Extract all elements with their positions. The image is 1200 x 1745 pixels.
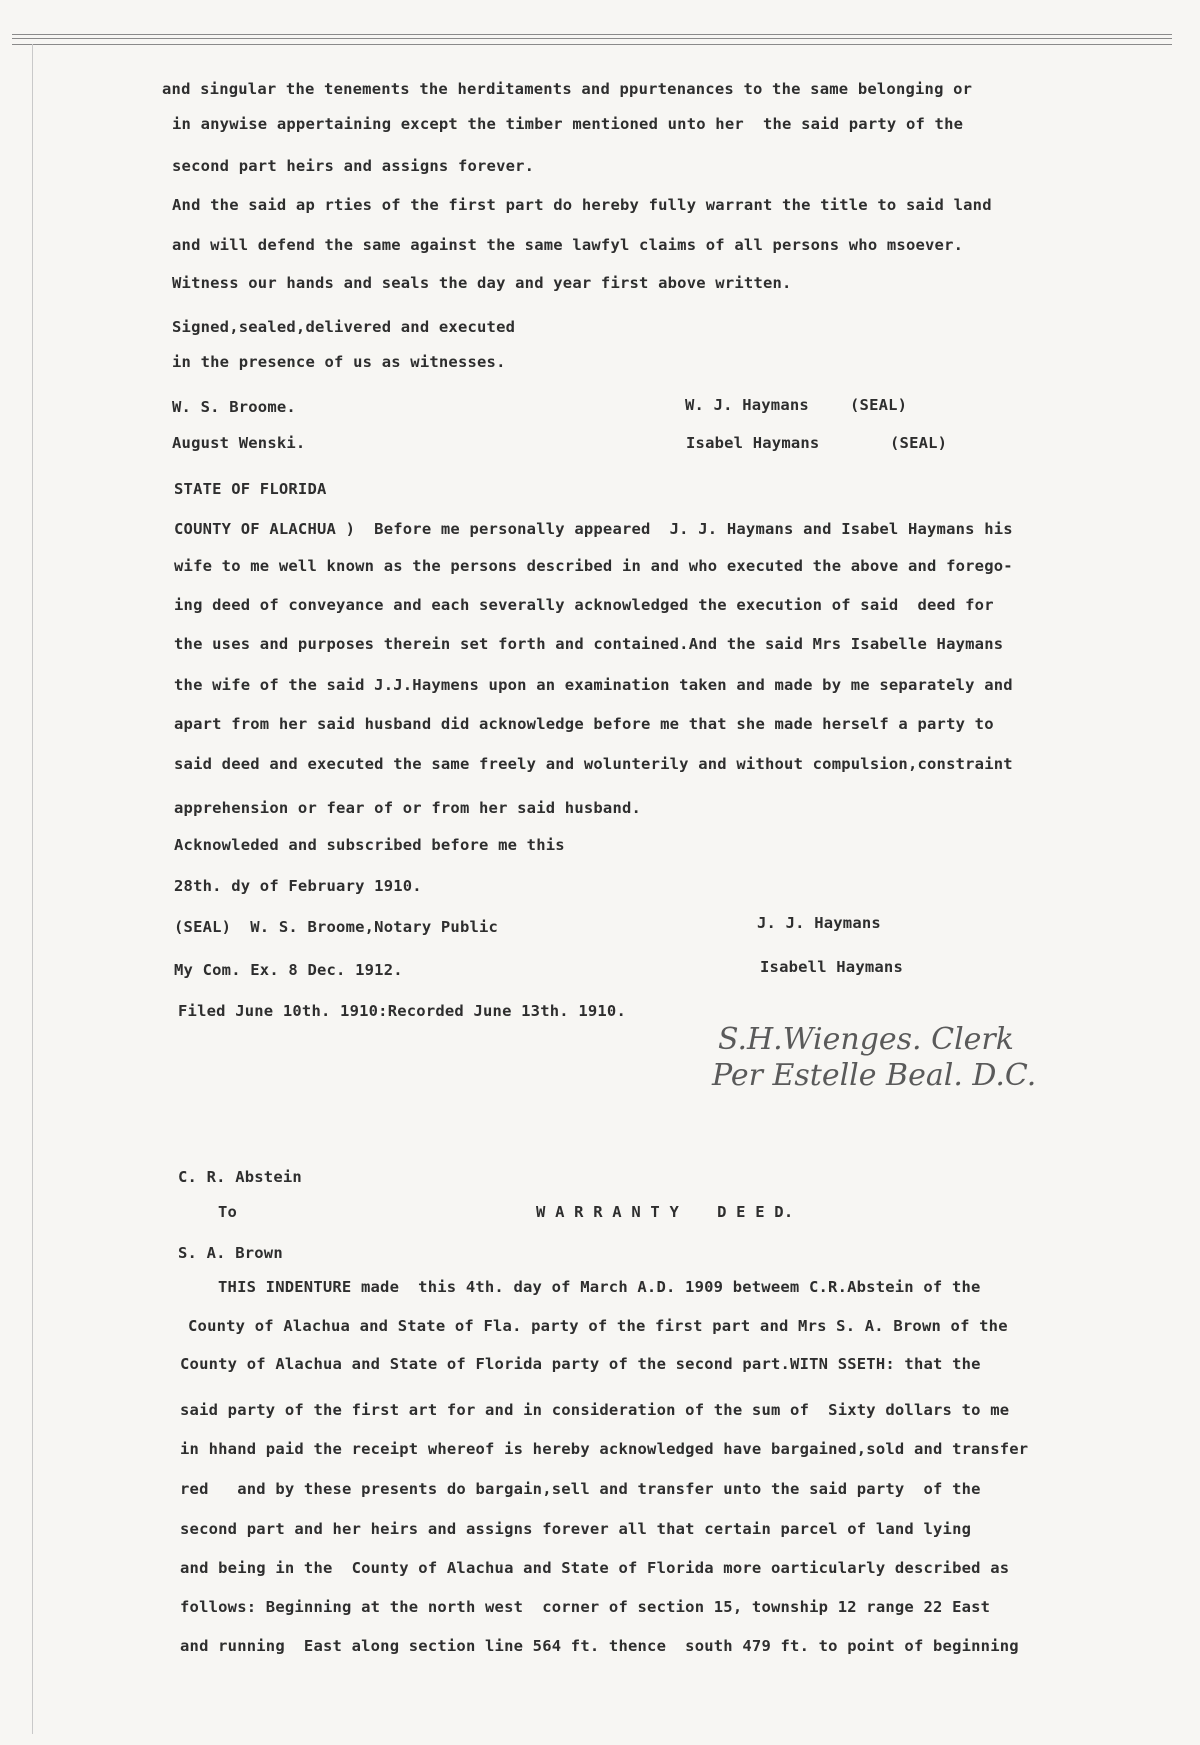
deed1-line: and will defend the same against the same lawfyl claims of all persons who msoever. <box>172 236 964 254</box>
deed1-line: in anywise appertaining except the timber mentioned unto her the said party of the <box>172 115 964 133</box>
deed2-line: follows: Beginning at the north west corner of section 15, township 12 range 22 East <box>180 1598 991 1616</box>
deed2-to: To <box>218 1203 238 1221</box>
deed2-grantor: C. R. Abstein <box>178 1168 302 1186</box>
witness-name: W. S. Broome. <box>172 398 296 416</box>
deed1-line: Witness our hands and seals the day and year first above written. <box>172 274 792 292</box>
deed2-line: second part and her heirs and assigns forever all that certain parcel of land lying <box>180 1520 972 1538</box>
seal-mark: (SEAL) <box>850 396 908 414</box>
ack-line: the uses and purposes therein set forth and contained.And the said Mrs Isabelle Haymans <box>174 635 1004 653</box>
commission-line: My Com. Ex. 8 Dec. 1912. <box>174 961 403 979</box>
ack-line: COUNTY OF ALACHUA ) Before me personally appeared J. J. Haymans and Isabel Haymans his <box>174 520 1013 538</box>
grantor-signature: Isabel Haymans <box>686 434 820 452</box>
ack-line: apart from her said husband did acknowledge before me that she made herself a party to <box>174 715 994 733</box>
page-left-edge <box>32 44 33 1734</box>
top-rule <box>12 34 1172 35</box>
deed1-line: And the said ap rties of the first part do hereby fully warrant the title to said land <box>172 196 992 214</box>
deed1-line: in the presence of us as witnesses. <box>172 353 506 371</box>
grantor-signature: W. J. Haymans <box>685 396 809 414</box>
deed2-line: and running East along section line 564 ft. thence south 479 ft. to point of beginning <box>180 1637 1019 1655</box>
deed2-title: W A R R A N T Y D E E D. <box>536 1203 794 1221</box>
signer-name: J. J. Haymans <box>757 914 881 932</box>
top-rule-thin <box>12 44 1172 45</box>
deputy-clerk-signature: Per Estelle Beal. D.C. <box>712 1058 1037 1093</box>
signer-name: Isabell Haymans <box>760 958 903 976</box>
deed2-line: and being in the County of Alachua and State of Florida more oarticularly described as <box>180 1559 1010 1577</box>
filed-line: Filed June 10th. 1910:Recorded June 13th. 1910. <box>178 1002 626 1020</box>
witness-name: August Wenski. <box>172 434 306 452</box>
ack-line: wife to me well known as the persons described in and who executed the above and forego- <box>174 557 1013 575</box>
top-rule-inner <box>12 38 1172 39</box>
ack-date: 28th. dy of February 1910. <box>174 877 422 895</box>
deed1-line: and singular the tenements the herditaments and ppurtenances to the same belonging or <box>162 80 973 98</box>
deed2-line: County of Alachua and State of Florida party of the second part.WITN SSETH: that the <box>180 1355 981 1373</box>
deed2-line: THIS INDENTURE made this 4th. day of March A.D. 1909 betweem C.R.Abstein of the <box>218 1278 981 1296</box>
state-heading: STATE OF FLORIDA <box>174 480 327 498</box>
ack-line: said deed and executed the same freely and wolunterily and without compulsion,constraint <box>174 755 1013 773</box>
notary-line: (SEAL) W. S. Broome,Notary Public <box>174 918 499 936</box>
deed2-line: County of Alachua and State of Fla. party of the first part and Mrs S. A. Brown of the <box>188 1317 1008 1335</box>
ack-line: ing deed of conveyance and each severally acknowledged the execution of said deed for <box>174 596 994 614</box>
deed2-line: said party of the first art for and in consideration of the sum of Sixty dollars to me <box>180 1401 1010 1419</box>
seal-mark: (SEAL) <box>890 434 948 452</box>
deed1-line: second part heirs and assigns forever. <box>172 157 535 175</box>
clerk-signature: S.H.Wienges. Clerk <box>718 1022 1014 1057</box>
ack-line: Acknowleded and subscribed before me this <box>174 836 565 854</box>
ack-line: the wife of the said J.J.Haymens upon an examination taken and made by me separately and <box>174 676 1013 694</box>
deed2-grantee: S. A. Brown <box>178 1244 283 1262</box>
deed2-line: red and by these presents do bargain,sell and transfer unto the said party of the <box>180 1480 981 1498</box>
deed1-line: Signed,sealed,delivered and executed <box>172 318 516 336</box>
ack-line: apprehension or fear of or from her said husband. <box>174 799 642 817</box>
deed2-line: in hhand paid the receipt whereof is hereby acknowledged have bargained,sold and transfer <box>180 1440 1029 1458</box>
